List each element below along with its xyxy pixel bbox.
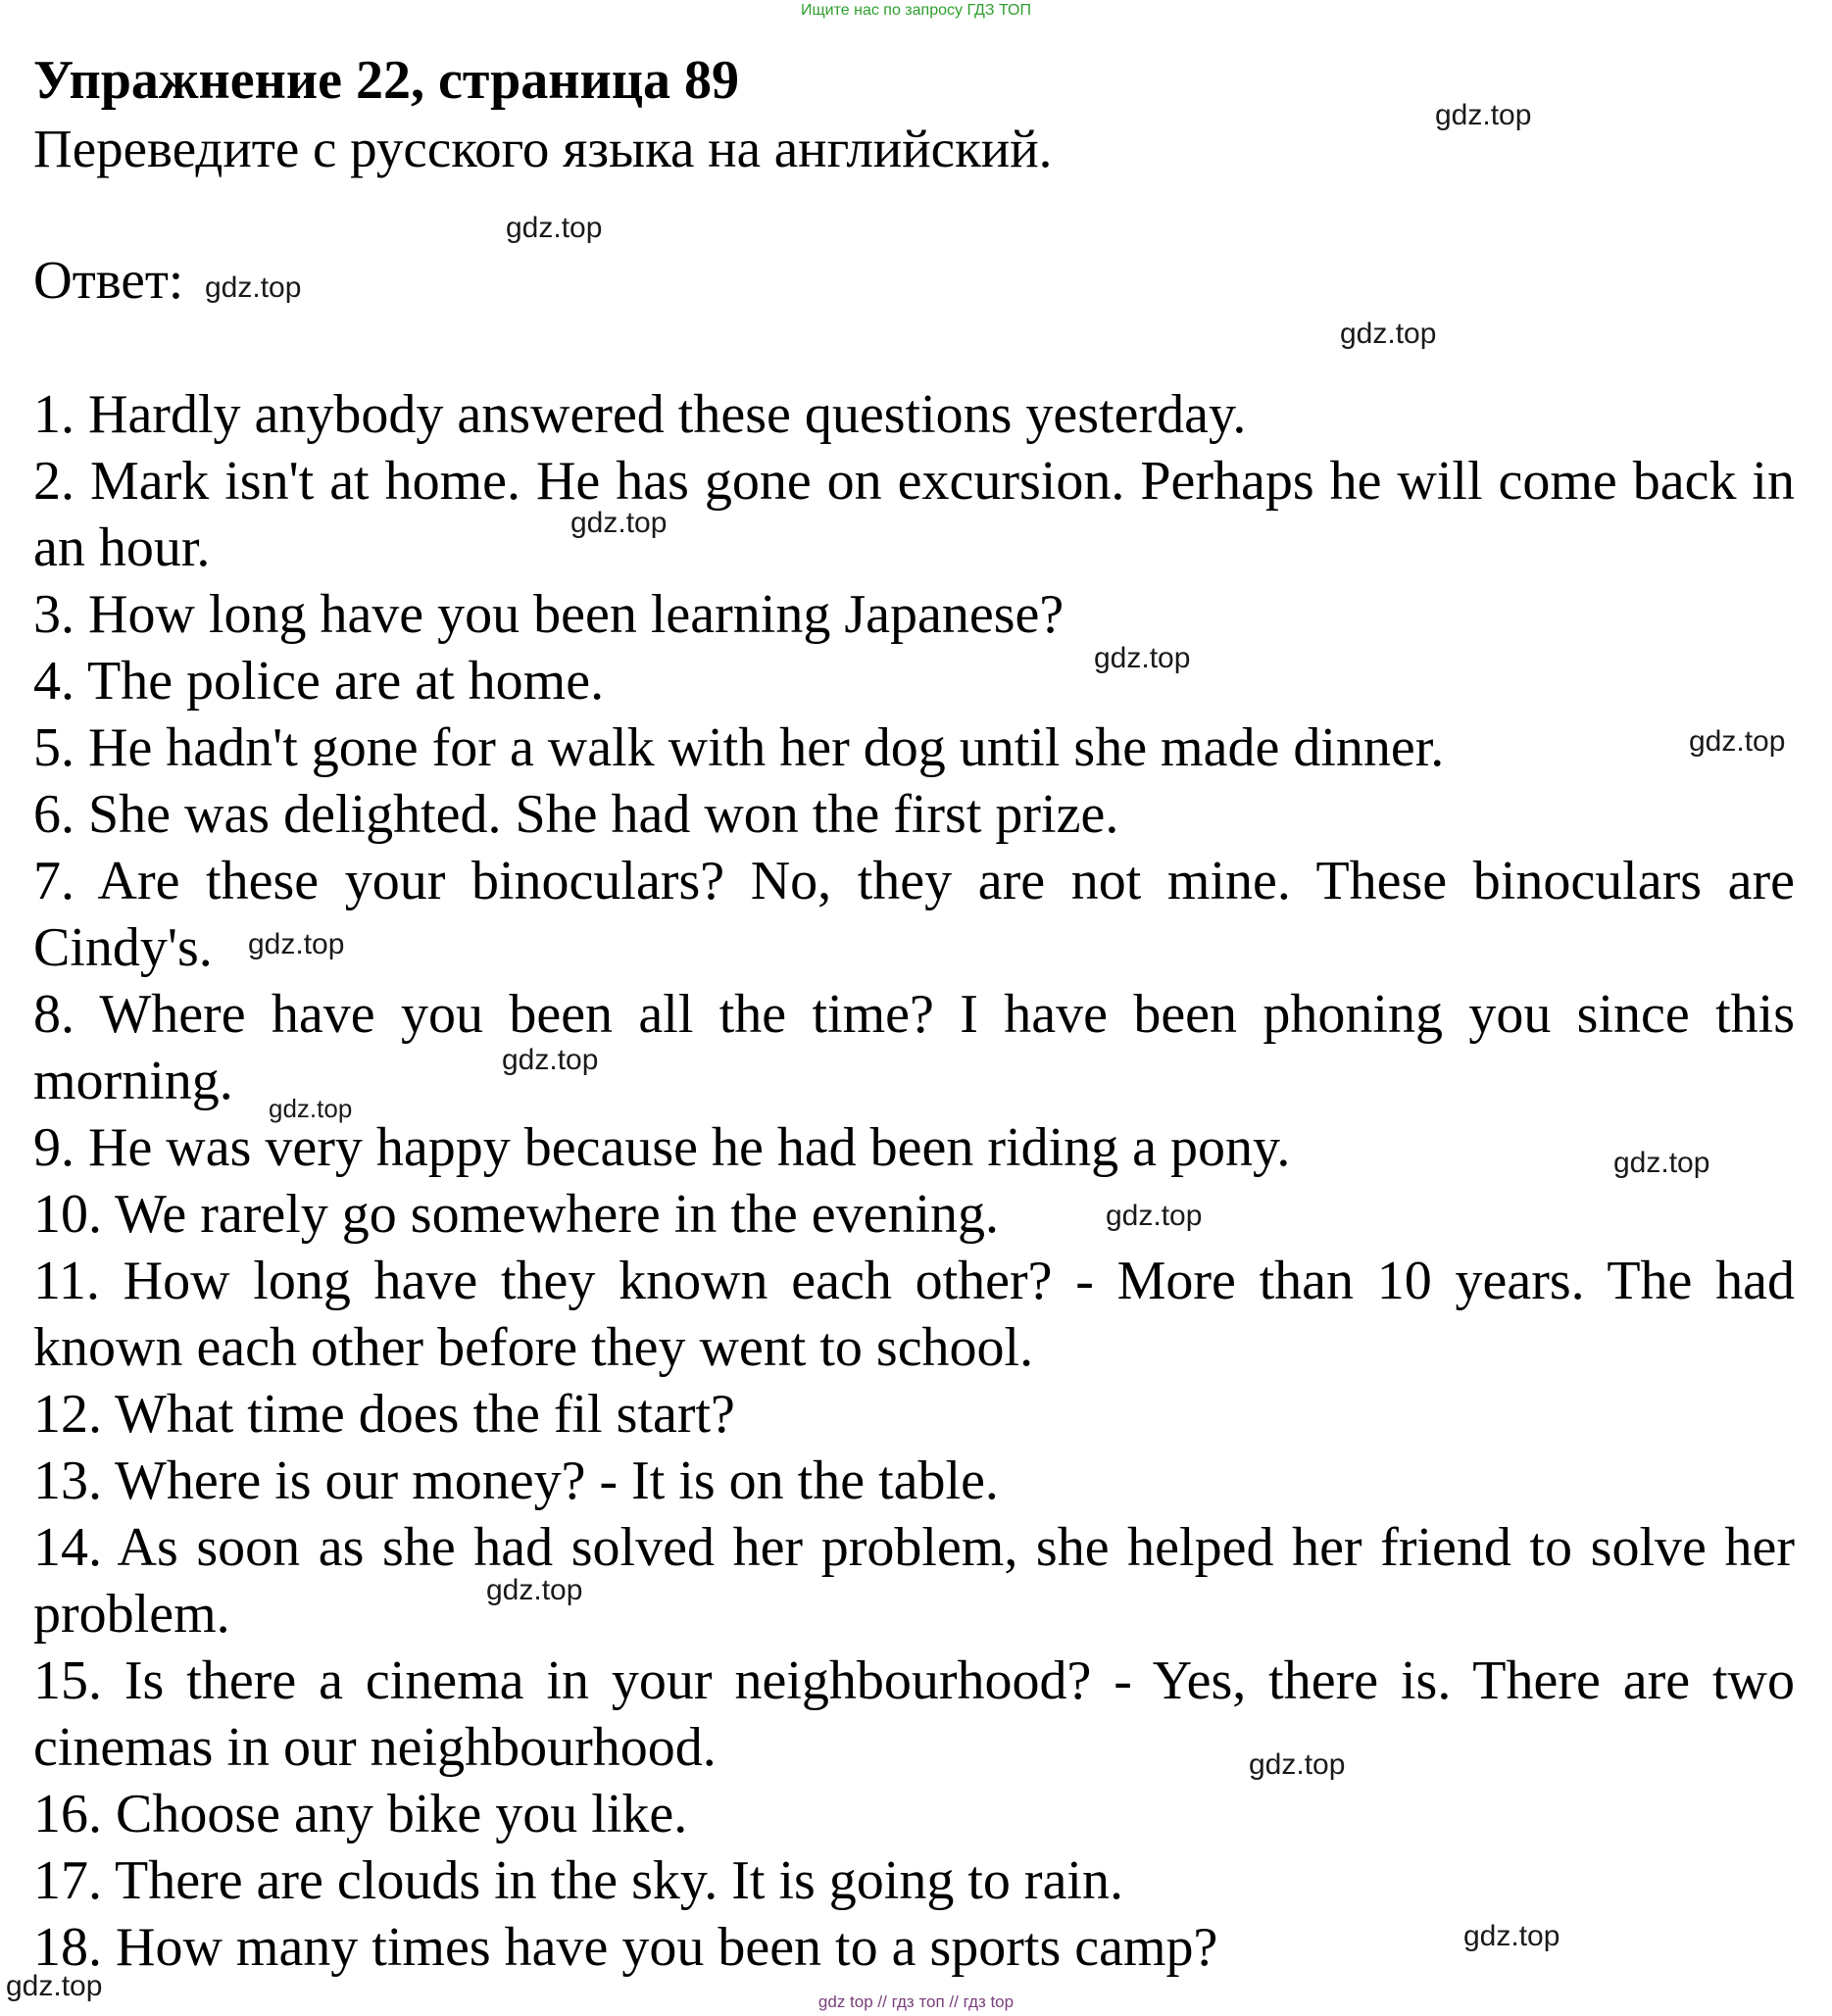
top-banner: Ищите нас по запросу ГДЗ ТОП — [801, 2, 1031, 19]
watermark: gdz.top — [6, 1970, 103, 2002]
answer-item: 2. Mark isn't at home. He has gone on excursion. Perhaps he will come back in an hour. — [33, 451, 1795, 578]
answer-list — [33, 381, 1795, 1981]
watermark: gdz.top — [1106, 1200, 1203, 1232]
watermark: gdz.top — [1249, 1748, 1346, 1781]
answer-item: 7. Are these your binoculars? No, they are not mine. These binoculars are Cindy's. — [33, 851, 1795, 978]
watermark: gdz.top — [1340, 318, 1437, 350]
watermark: gdz.top — [506, 212, 603, 244]
watermark: gdz.top — [269, 1094, 353, 1123]
watermark: gdz.top — [248, 928, 345, 960]
answer-item: 13. Where is our money? - It is on the table. — [33, 1451, 999, 1511]
answer-item: 11. How long have they known each other? - More than 10 years. The had known each other before they went to school. — [33, 1251, 1795, 1378]
answer-item: 15. Is there a cinema in your neighbourhood? - Yes, there is. There are two cinemas in our neighbourhood. — [33, 1650, 1795, 1778]
answer-label: Ответ: — [33, 250, 184, 310]
answer-item: 10. We rarely go somewhere in the evening. — [33, 1184, 1000, 1245]
answer-item: 3. How long have you been learning Japanese? — [33, 584, 1065, 645]
watermark: gdz.top — [1689, 725, 1786, 758]
answer-item: 18. How many times have you been to a sports camp? — [33, 1917, 1218, 1978]
answer-item: 1. Hardly anybody answered these questions yesterday. — [33, 384, 1247, 445]
answer-item: 5. He hadn't gone for a walk with her dog until she made dinner. — [33, 717, 1445, 778]
answer-item: 16. Choose any bike you like. — [33, 1784, 688, 1844]
answer-item: 4. The police are at home. — [33, 651, 605, 712]
watermark: gdz.top — [205, 271, 302, 304]
answer-item: 14. As soon as she had solved her problem, she helped her friend to solve her problem. — [33, 1517, 1795, 1645]
watermark: gdz.top — [1435, 99, 1532, 131]
watermark: gdz.top — [1463, 1920, 1560, 1952]
watermark: gdz.top — [486, 1574, 583, 1606]
watermark: gdz.top — [570, 507, 668, 539]
watermark: gdz.top — [1094, 642, 1191, 674]
answer-item: 6. She was delighted. She had won the first prize. — [33, 784, 1119, 845]
watermark: gdz.top — [1613, 1147, 1710, 1179]
bottom-banner: gdz top // гдз топ // гдз top — [817, 1992, 1015, 2011]
answer-item: 9. He was very happy because he had been riding a pony. — [33, 1117, 1291, 1178]
answer-item: 17. There are clouds in the sky. It is going to rain. — [33, 1850, 1123, 1911]
page-title: Упражнение 22, страница 89 — [33, 50, 740, 111]
answer-item: 12. What time does the fil start? — [33, 1384, 735, 1445]
answer-item: 8. Where have you been all the time? I have been phoning you since this morning. — [33, 984, 1795, 1111]
watermark: gdz.top — [502, 1044, 599, 1076]
task-instruction: Переведите с русского языка на английский. — [33, 119, 1053, 178]
